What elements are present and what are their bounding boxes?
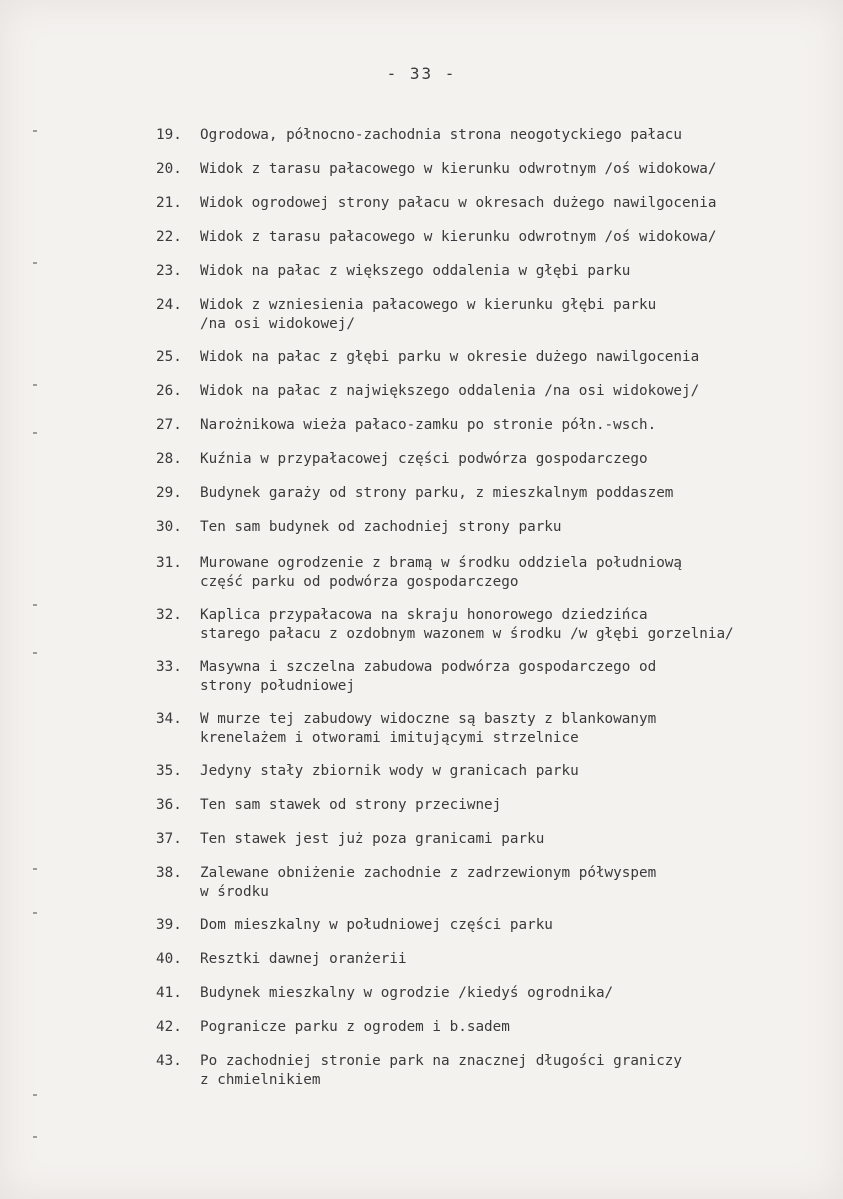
item-number: 30. — [156, 519, 182, 535]
list-item — [156, 554, 836, 592]
item-text-line: Ten sam budynek od zachodniej strony parku — [200, 519, 562, 535]
item-text-line: Kaplica przypałacowa na skraju honorowego dziedzińca — [200, 607, 648, 623]
list-item — [156, 710, 836, 748]
item-number: 23. — [156, 263, 182, 279]
item-text-line: Pogranicze parku z ogrodem i b.sadem — [200, 1019, 510, 1035]
margin-mark — [33, 384, 37, 386]
item-text-line: Zalewane obniżenie zachodnie z zadrzewionym półwyspem — [200, 865, 657, 881]
list-item — [156, 228, 836, 247]
list-item — [156, 382, 836, 401]
margin-mark — [33, 1136, 37, 1138]
item-number: 36. — [156, 797, 182, 813]
item-text-line: starego pałacu z ozdobnym wazonem w środku /w głębi gorzelnia/ — [200, 626, 734, 642]
item-number: 41. — [156, 985, 182, 1001]
item-text-line: /na osi widokowej/ — [200, 316, 355, 332]
item-text-line: Budynek garaży od strony parku, z mieszkalnym poddaszem — [200, 485, 674, 501]
item-number: 43. — [156, 1053, 182, 1069]
list-item — [156, 606, 836, 644]
item-number: 38. — [156, 865, 182, 881]
list-item — [156, 1052, 836, 1090]
item-number: 42. — [156, 1019, 182, 1035]
margin-mark — [33, 262, 37, 264]
list-item — [156, 484, 836, 503]
margin-mark — [33, 912, 37, 914]
item-number: 35. — [156, 763, 182, 779]
item-text-line: Ten stawek jest już poza granicami parku — [200, 831, 545, 847]
item-text-line: Budynek mieszkalny w ogrodzie /kiedyś ogrodnika/ — [200, 985, 614, 1001]
list-item — [156, 1018, 836, 1037]
list-item — [156, 160, 836, 179]
item-text-line: W murze tej zabudowy widoczne są baszty z blankowanym — [200, 711, 657, 727]
item-number: 39. — [156, 917, 182, 933]
list-item — [156, 262, 836, 281]
page-number: - 33 - — [386, 64, 457, 83]
item-text-line: część parku od podwórza gospodarczego — [200, 574, 519, 590]
list-item — [156, 950, 836, 969]
item-number: 20. — [156, 161, 182, 177]
margin-mark — [33, 604, 37, 606]
margin-mark — [33, 130, 37, 132]
margin-mark — [33, 432, 37, 434]
item-text-line: z chmielnikiem — [200, 1072, 321, 1088]
list-item — [156, 126, 836, 145]
item-number: 33. — [156, 659, 182, 675]
item-text-line: Widok z tarasu pałacowego w kierunku odwrotnym /oś widokowa/ — [200, 229, 717, 245]
item-text-line: Jedyny stały zbiornik wody w granicach parku — [200, 763, 579, 779]
list-item — [156, 796, 836, 815]
item-text-line: w środku — [200, 884, 269, 900]
item-number: 34. — [156, 711, 182, 727]
list-item — [156, 416, 836, 435]
list-item — [156, 518, 836, 537]
item-text-line: Ogrodowa, północno-zachodnia strona neogotyckiego pałacu — [200, 127, 683, 143]
item-text-line: Widok na pałac z głębi parku w okresie dużego nawilgocenia — [200, 349, 700, 365]
item-text-line: Widok na pałac z większego oddalenia w głębi parku — [200, 263, 631, 279]
item-text-line: Narożnikowa wieża pałaco-zamku po stronie półn.-wsch. — [200, 417, 657, 433]
item-text-line: strony południowej — [200, 678, 355, 694]
margin-mark — [33, 1094, 37, 1096]
item-number: 22. — [156, 229, 182, 245]
item-text-line: Po zachodniej stronie park na znacznej długości graniczy — [200, 1053, 683, 1069]
list-item — [156, 830, 836, 849]
item-number: 32. — [156, 607, 182, 623]
item-number: 25. — [156, 349, 182, 365]
item-text-line: Widok na pałac z największego oddalenia /na osi widokowej/ — [200, 383, 700, 399]
item-number: 31. — [156, 555, 182, 571]
item-text-line: krenelażem i otworami imitującymi strzelnice — [200, 730, 579, 746]
item-text-line: Widok z wzniesienia pałacowego w kierunku głębi parku — [200, 297, 657, 313]
item-number: 27. — [156, 417, 182, 433]
list-item — [156, 658, 836, 696]
item-text-line: Widok z tarasu pałacowego w kierunku odwrotnym /oś widokowa/ — [200, 161, 717, 177]
margin-mark — [33, 652, 37, 654]
item-text-line: Dom mieszkalny w południowej części parku — [200, 917, 553, 933]
margin-mark — [33, 868, 37, 870]
item-number: 37. — [156, 831, 182, 847]
item-text-line: Ten sam stawek od strony przeciwnej — [200, 797, 502, 813]
list-item — [156, 296, 836, 334]
item-number: 21. — [156, 195, 182, 211]
list-item — [156, 194, 836, 213]
list-item — [156, 762, 836, 781]
item-number: 24. — [156, 297, 182, 313]
item-number: 28. — [156, 451, 182, 467]
item-text-line: Masywna i szczelna zabudowa podwórza gospodarczego od — [200, 659, 657, 675]
item-number: 29. — [156, 485, 182, 501]
item-number: 19. — [156, 127, 182, 143]
list-item — [156, 984, 836, 1003]
item-text-line: Widok ogrodowej strony pałacu w okresach dużego nawilgocenia — [200, 195, 717, 211]
list-item — [156, 916, 836, 935]
item-text-line: Resztki dawnej oranżerii — [200, 951, 407, 967]
item-number: 40. — [156, 951, 182, 967]
item-number: 26. — [156, 383, 182, 399]
list-item — [156, 864, 836, 902]
list-item — [156, 348, 836, 367]
list-item — [156, 450, 836, 469]
item-text-line: Murowane ogrodzenie z bramą w środku oddziela południową — [200, 555, 683, 571]
item-text-line: Kuźnia w przypałacowej części podwórza gospodarczego — [200, 451, 648, 467]
